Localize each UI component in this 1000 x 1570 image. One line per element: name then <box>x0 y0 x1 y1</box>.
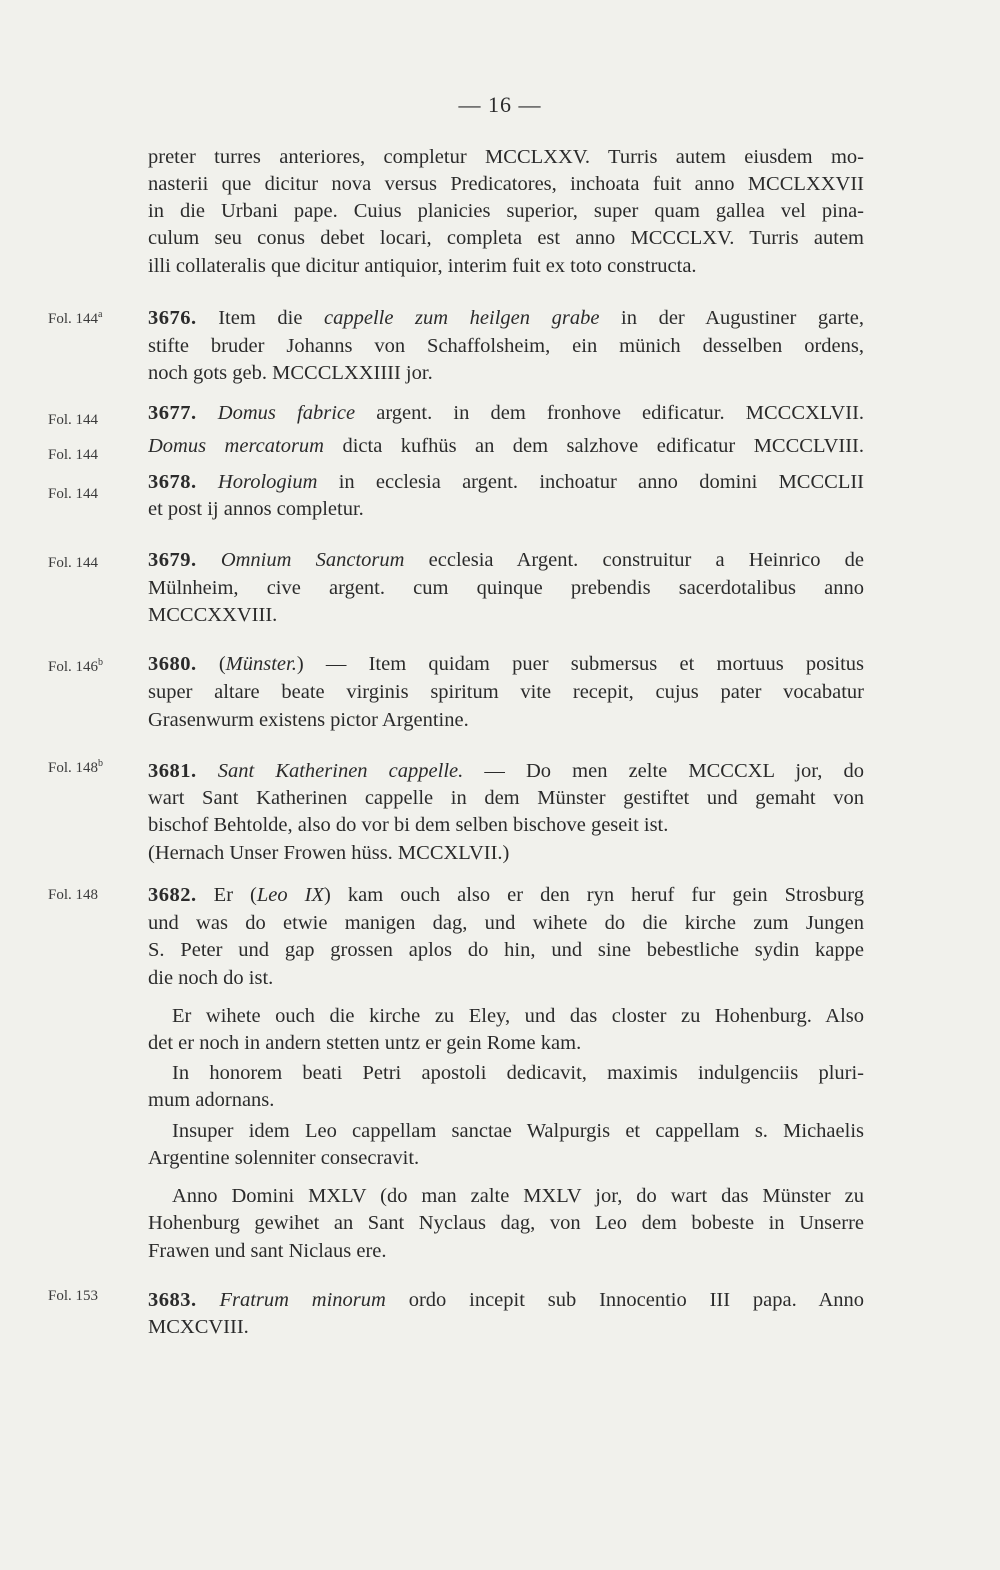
folio-reference <box>48 754 103 778</box>
folio-reference <box>48 410 98 430</box>
folio-label: Fol. 153 <box>48 1288 99 1304</box>
entry-number: 3680. <box>148 653 197 675</box>
italic-term: Sant Katherinen cappelle. <box>217 760 464 782</box>
text-line <box>148 1238 864 1264</box>
text-line <box>148 937 864 963</box>
italic-term: Horologium <box>217 471 318 493</box>
text-line <box>148 198 864 224</box>
text-segment: mum adornans. <box>148 1089 275 1111</box>
text-segment: und was do etwie manigen dag, und wihete do die kirche zum Jungen <box>148 912 864 934</box>
text-line <box>148 305 864 331</box>
text-segment: wart Sant Katherinen cappelle in dem Münster gestiftet und gemaht von <box>148 787 864 809</box>
text-segment: MCCCXXVIII. <box>148 604 278 626</box>
entry-number: 3677. <box>148 402 197 424</box>
text-segment: Item die <box>218 307 303 329</box>
text-segment: in der Augustiner garte, <box>621 307 864 329</box>
text-segment: ) — Item quidam puer submersus et mortuus positus <box>296 653 864 675</box>
italic-term: Münster. <box>225 653 297 675</box>
folio-reference <box>48 553 98 573</box>
text-segment: dicta kufhüs an dem salzhove edificatur MCCCLVIII. <box>342 435 864 457</box>
text-segment: Frawen und sant Niclaus ere. <box>148 1240 387 1262</box>
text-segment: illi collateralis que dicitur antiquior, interim fuit ex toto constructa. <box>148 255 697 277</box>
text-segment: culum seu conus debet locari, completa est anno MCCCLXV. Turris autem <box>148 227 864 249</box>
text-segment: noch gots geb. MCCCLXXIIII jor. <box>148 362 433 384</box>
text-line <box>148 225 864 251</box>
folio-label: Fol. 148 <box>48 760 99 776</box>
text-segment: Hohenburg gewihet an Sant Nyclaus dag, von Leo dem bobeste in Unserre <box>148 1212 864 1234</box>
text-segment: Er ( <box>213 884 257 906</box>
text-line <box>148 144 864 170</box>
text-segment: in ecclesia argent. inchoatur anno domini MCCCLII <box>338 471 864 493</box>
italic-term: Domus fabrice <box>217 402 356 424</box>
italic-term: Omnium Sanctorum <box>220 549 405 571</box>
text-line <box>148 469 864 495</box>
text-segment: Mülnheim, cive argent. cum quinque prebendis sacerdotalibus anno <box>148 577 864 599</box>
folio-reference <box>48 305 102 329</box>
text-line <box>148 1183 864 1209</box>
text-segment: det er noch in andern stetten untz er gein Rome kam. <box>148 1032 582 1054</box>
text-line <box>148 333 864 359</box>
text-line <box>148 400 864 426</box>
text-segment: Insuper idem Leo cappellam sanctae Walpurgis et cappellam s. Michaelis <box>172 1120 864 1142</box>
entry-number: 3679. <box>148 549 197 571</box>
text-segment: stifte bruder Johanns von Schaffolsheim, ein münich desselben ordens, <box>148 335 864 357</box>
text-line <box>148 1030 864 1056</box>
folio-side: b <box>98 657 104 668</box>
text-line <box>148 965 864 991</box>
text-line <box>148 758 864 784</box>
text-segment: in die Urbani pape. Cuius planicies superior, super quam gallea vel pina- <box>148 200 864 222</box>
folio-reference <box>48 1286 98 1306</box>
text-segment: (Hernach Unser Frowen hüss. MCCXLVII.) <box>148 842 510 864</box>
page-number: — 16 — <box>458 92 542 117</box>
text-segment: bischof Behtolde, also do vor bi dem selben bischove geseit ist. <box>148 814 669 836</box>
text-segment: ecclesia Argent. construitur a Heinrico de <box>428 549 864 571</box>
text-line <box>148 840 864 866</box>
text-line <box>148 785 864 811</box>
folio-reference <box>48 445 98 465</box>
text-segment: Anno Domini MXLV (do man zalte MXLV jor, do wart das Münster zu <box>172 1185 864 1207</box>
text-line <box>148 1314 864 1340</box>
text-segment: die noch do ist. <box>148 967 274 989</box>
italic-term: cappelle zum heilgen grabe <box>324 307 600 329</box>
italic-term: Fratrum minorum <box>219 1289 386 1311</box>
text-segment: MCXCVIII. <box>148 1316 249 1338</box>
text-line <box>148 496 864 522</box>
text-line <box>148 1145 864 1171</box>
folio-label: Fol. 144 <box>48 412 99 428</box>
folio-label: Fol. 144 <box>48 486 99 502</box>
text-segment: S. Peter und gap grossen aplos do hin, und sine bebestliche sydin kappe <box>148 939 864 961</box>
text-segment: et post ij annos completur. <box>148 498 364 520</box>
text-segment: ) kam ouch also er den ryn heruf fur gein Strosburg <box>324 884 864 906</box>
text-line <box>148 547 864 573</box>
folio-reference <box>48 484 98 504</box>
text-segment: ( <box>218 653 226 675</box>
text-segment: super altare beate virginis spiritum vite recepit, cujus pater vocabatur <box>148 681 864 703</box>
text-line <box>148 1118 864 1144</box>
entry-number: 3682. <box>148 884 197 906</box>
text-line <box>148 651 864 677</box>
text-line <box>148 433 864 459</box>
folio-side: a <box>98 309 103 320</box>
entry-number: 3681. <box>148 760 197 782</box>
text-segment: Argentine solenniter consecravit. <box>148 1147 420 1169</box>
text-line <box>148 171 864 197</box>
text-line <box>148 602 864 628</box>
text-line <box>148 1287 864 1313</box>
text-segment: In honorem beati Petri apostoli dedicavit, maximis indulgenciis pluri- <box>172 1062 864 1084</box>
folio-label: Fol. 144 <box>48 555 99 571</box>
italic-term: Domus mercatorum <box>148 435 324 457</box>
folio-label: Fol. 144 <box>48 447 99 463</box>
italic-term: Leo IX <box>256 884 325 906</box>
text-line <box>148 910 864 936</box>
entry-number: 3676. <box>148 307 197 329</box>
text-line <box>148 360 864 386</box>
text-line <box>148 707 864 733</box>
text-segment: — Do men zelte MCCCXL jor, do <box>484 760 864 782</box>
entry-number: 3683. <box>148 1289 197 1311</box>
folio-label: Fol. 146 <box>48 659 99 675</box>
folio-side: b <box>98 758 104 769</box>
text-line <box>148 575 864 601</box>
folio-label: Fol. 144 <box>48 311 99 327</box>
folio-reference <box>48 653 103 677</box>
text-line <box>148 679 864 705</box>
text-segment: preter turres anteriores, completur MCCLXXV. Turris autem eiusdem mo- <box>148 146 864 168</box>
text-segment: ordo incepit sub Innocentio III papa. Anno <box>408 1289 864 1311</box>
text-line <box>148 812 864 838</box>
text-segment: Er wihete ouch die kirche zu Eley, und das closter zu Hohenburg. Also <box>172 1005 864 1027</box>
folio-reference <box>48 885 98 905</box>
text-line <box>148 882 864 908</box>
entry-number: 3678. <box>148 471 197 493</box>
text-line <box>148 1210 864 1236</box>
text-line <box>148 1060 864 1086</box>
text-segment: argent. in dem fronhove edificatur. MCCCXLVII. <box>376 402 864 424</box>
folio-label: Fol. 148 <box>48 887 99 903</box>
text-line <box>148 253 864 279</box>
text-line <box>148 1003 864 1029</box>
text-line <box>148 1087 864 1113</box>
text-segment: nasterii que dicitur nova versus Predicatores, inchoata fuit anno MCCLXXVII <box>148 173 864 195</box>
text-segment: Grasenwurm existens pictor Argentine. <box>148 709 469 731</box>
